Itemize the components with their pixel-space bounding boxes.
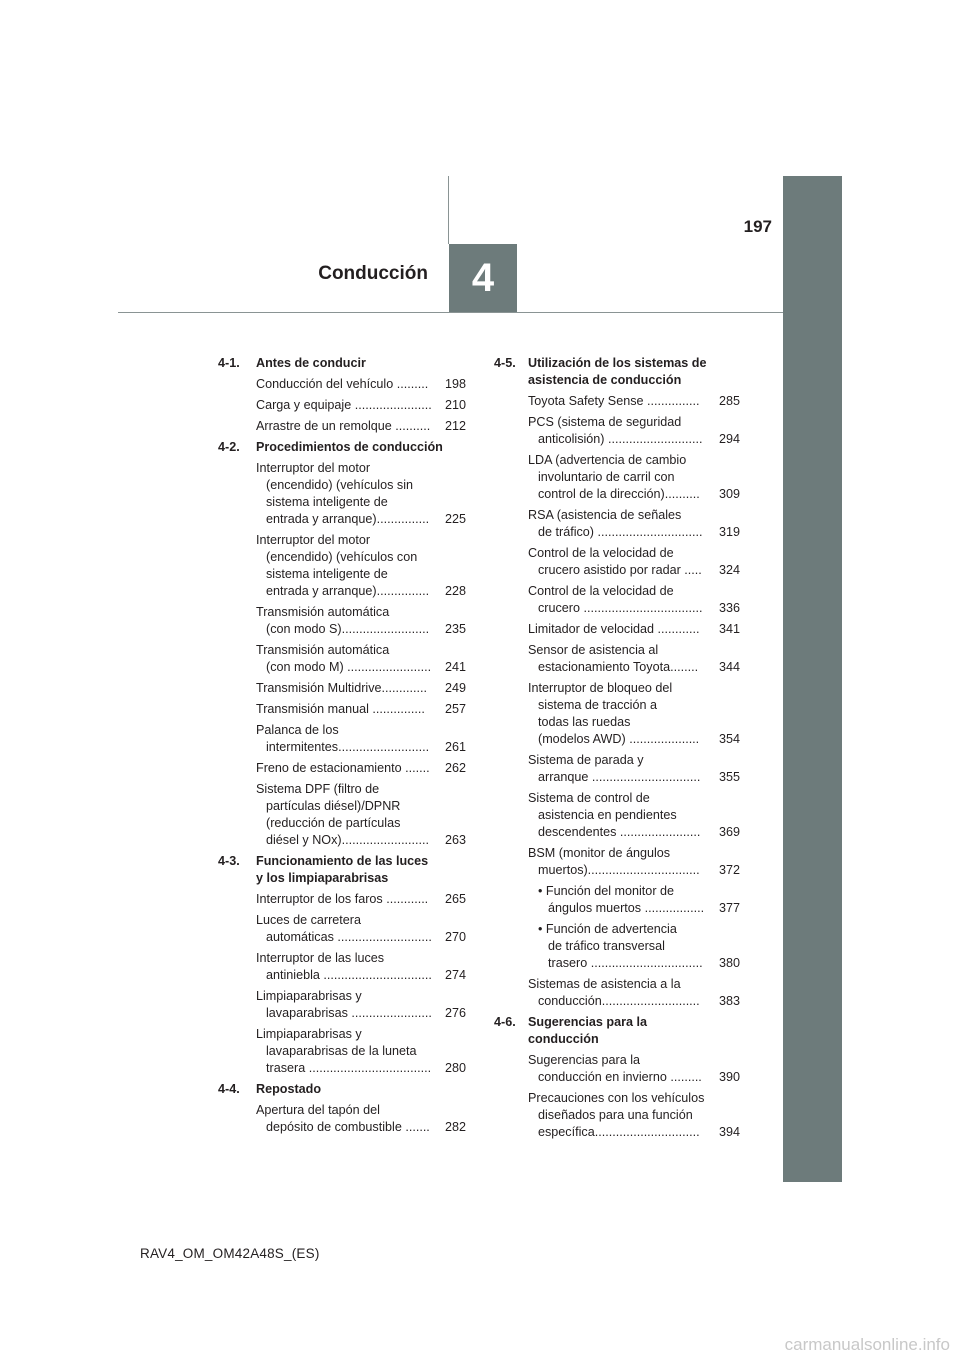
toc-section-title: Procedimientos de conducción bbox=[256, 440, 443, 454]
toc-entry-page: 257 bbox=[444, 702, 466, 716]
toc-entry-text: Control de la velocidad de crucero asistido por radar ..... bbox=[528, 546, 702, 577]
toc-entry[interactable] bbox=[256, 418, 466, 435]
toc-section-number: 4-4. bbox=[218, 1082, 240, 1096]
toc-entry-text: Sensor de asistencia al estacionamiento Toyota........ bbox=[528, 643, 699, 674]
toc-entry-page: 355 bbox=[718, 770, 740, 784]
toc-section-heading[interactable] bbox=[218, 439, 466, 456]
toc-entry-page: 235 bbox=[444, 622, 466, 636]
toc-entry[interactable] bbox=[528, 1090, 740, 1141]
page-number: 197 bbox=[743, 217, 772, 236]
toc-entry-page: 354 bbox=[718, 732, 740, 746]
toc-entry-text: BSM (monitor de ángulos muertos)................................ bbox=[528, 846, 700, 877]
toc-entry-text: LDA (advertencia de cambio involuntario de carril con control de la dirección).......... bbox=[528, 453, 700, 501]
toc-entry[interactable] bbox=[528, 1052, 740, 1086]
toc-entry[interactable] bbox=[256, 532, 466, 600]
toc-entry[interactable] bbox=[256, 722, 466, 756]
toc-subentry[interactable] bbox=[528, 921, 740, 972]
toc-section-number: 4-6. bbox=[494, 1015, 516, 1029]
toc-entry[interactable] bbox=[528, 752, 740, 786]
toc-entry-text: Control de la velocidad de crucero .................................. bbox=[528, 584, 703, 615]
toc-section-heading[interactable] bbox=[218, 355, 466, 372]
toc-entry-text: Interruptor de bloqueo del sistema de tracción a todas las ruedas (modelos AWD) .................... bbox=[528, 681, 700, 746]
toc-section-number: 4-2. bbox=[218, 440, 240, 454]
toc-entry[interactable] bbox=[528, 393, 740, 410]
toc-entry-text: Interruptor del motor (encendido) (vehículos sin sistema inteligente de entrada y arranque)............... bbox=[256, 461, 430, 526]
toc-entry-page: 241 bbox=[444, 660, 466, 674]
toc-entry-text: Precauciones con los vehículos diseñados para una función específica.............................. bbox=[528, 1091, 705, 1139]
toc-entry[interactable] bbox=[528, 545, 740, 579]
toc-entry-text: Interruptor de las luces antiniebla ............................... bbox=[256, 951, 432, 982]
toc-entry-text: Luces de carretera automáticas ........................... bbox=[256, 913, 432, 944]
toc-entry-text: Interruptor del motor (encendido) (vehículos con sistema inteligente de entrada y arranque)............... bbox=[256, 533, 430, 598]
toc-entry-page: 280 bbox=[444, 1061, 466, 1075]
header-horizontal-rule bbox=[118, 312, 783, 313]
toc-entry-text: Sistema de control de asistencia en pendientes descendentes ....................... bbox=[528, 791, 701, 839]
toc-entry-page: 336 bbox=[718, 601, 740, 615]
toc-entry-page: 285 bbox=[718, 394, 740, 408]
toc-section bbox=[218, 439, 466, 849]
toc-entry[interactable] bbox=[256, 781, 466, 849]
toc-entry[interactable] bbox=[528, 680, 740, 748]
toc-section-title: Funcionamiento de las luces y los limpiaparabrisas bbox=[256, 854, 429, 885]
toc-entry[interactable] bbox=[256, 642, 466, 676]
toc-entry[interactable] bbox=[256, 376, 466, 393]
toc-entry-page: 390 bbox=[718, 1070, 740, 1084]
watermark: carmanualsonline.info bbox=[784, 1335, 950, 1354]
toc-entry[interactable] bbox=[256, 701, 466, 718]
toc-entry-text: Toyota Safety Sense ............... bbox=[528, 394, 700, 408]
toc-entry-text: PCS (sistema de seguridad anticolisión) ........................... bbox=[528, 415, 703, 446]
toc-entry-text: Transmisión Multidrive............. bbox=[256, 681, 427, 695]
toc-entry-text: Sistema de parada y arranque ............................... bbox=[528, 753, 701, 784]
chapter-title: Conducción bbox=[318, 263, 428, 284]
toc-section-title: Utilización de los sistemas de asistencia de conducción bbox=[528, 356, 707, 387]
toc-entry-page: 341 bbox=[718, 622, 740, 636]
toc-section-heading[interactable] bbox=[494, 355, 740, 389]
toc-section-title: Sugerencias para la conducción bbox=[528, 1015, 648, 1046]
toc-entry[interactable] bbox=[528, 414, 740, 448]
toc-entry[interactable] bbox=[256, 988, 466, 1022]
toc-entry-page: 319 bbox=[718, 525, 740, 539]
chapter-side-tab bbox=[783, 176, 842, 1182]
toc-entry-page: 344 bbox=[718, 660, 740, 674]
toc-section bbox=[494, 1014, 740, 1141]
toc-entry-page: 309 bbox=[718, 487, 740, 501]
toc-section bbox=[218, 1081, 466, 1136]
toc-entry-page: 210 bbox=[444, 398, 466, 412]
toc-entry-text: Limpiaparabrisas y lavaparabrisas de la luneta trasera ................................... bbox=[256, 1027, 432, 1075]
toc-entry-page: 377 bbox=[718, 901, 740, 915]
toc-left-column bbox=[218, 355, 466, 1140]
toc-entry-page: 383 bbox=[718, 994, 740, 1008]
toc-entry[interactable] bbox=[528, 621, 740, 638]
toc-entry-page: 265 bbox=[444, 892, 466, 906]
toc-entry-page: 294 bbox=[718, 432, 740, 446]
toc-entry-text: Conducción del vehículo ......... bbox=[256, 377, 429, 391]
toc-entry-page: 369 bbox=[718, 825, 740, 839]
toc-entry-page: 324 bbox=[718, 563, 740, 577]
toc-entry-text: Transmisión automática (con modo S)......................... bbox=[256, 605, 430, 636]
toc-entry-text: Palanca de los intermitentes.......................... bbox=[256, 723, 430, 754]
toc-entry[interactable] bbox=[528, 642, 740, 676]
toc-entry-text: Transmisión automática (con modo M) ........................ bbox=[256, 643, 432, 674]
chapter-number-box: 4 bbox=[449, 244, 517, 312]
toc-right-column bbox=[494, 355, 740, 1145]
header-vertical-rule bbox=[448, 176, 449, 244]
toc-entry-text: Sistema DPF (filtro de partículas diésel)/DPNR (reducción de partículas diésel y NOx)......................... bbox=[256, 782, 430, 847]
toc-entry[interactable] bbox=[256, 604, 466, 638]
toc-section-number: 4-3. bbox=[218, 854, 240, 868]
document-id: RAV4_OM_OM42A48S_(ES) bbox=[140, 1246, 320, 1261]
toc-entry[interactable] bbox=[528, 452, 740, 503]
toc-entry[interactable] bbox=[256, 1026, 466, 1077]
toc-entry-page: 249 bbox=[444, 681, 466, 695]
toc-entry-page: 276 bbox=[444, 1006, 466, 1020]
toc-entry-text: Limpiaparabrisas y lavaparabrisas ....................... bbox=[256, 989, 432, 1020]
toc-section bbox=[218, 355, 466, 435]
toc-entry[interactable] bbox=[256, 950, 466, 984]
toc-entry-page: 228 bbox=[444, 584, 466, 598]
toc-entry-page: 270 bbox=[444, 930, 466, 944]
toc-entry-page: 212 bbox=[444, 419, 466, 433]
toc-subentry[interactable] bbox=[528, 883, 740, 917]
toc-section-heading[interactable] bbox=[218, 1081, 466, 1098]
toc-entry-text: Arrastre de un remolque .......... bbox=[256, 419, 431, 433]
toc-entry-text: Interruptor de los faros ............ bbox=[256, 892, 429, 906]
toc-entry[interactable] bbox=[528, 507, 740, 541]
toc-entry[interactable] bbox=[256, 460, 466, 528]
toc-entry[interactable] bbox=[528, 583, 740, 617]
toc-entry-text: Freno de estacionamiento ....... bbox=[256, 761, 430, 775]
toc-entry[interactable] bbox=[256, 680, 466, 697]
toc-entry-text: Limitador de velocidad ............ bbox=[528, 622, 700, 636]
toc-entry-text: Carga y equipaje ...................... bbox=[256, 398, 432, 412]
toc-entry[interactable] bbox=[528, 976, 740, 1010]
toc-entry[interactable] bbox=[528, 845, 740, 879]
toc-section-title: Antes de conducir bbox=[256, 356, 366, 370]
toc-entry-page: 198 bbox=[444, 377, 466, 391]
toc-entry-page: 261 bbox=[444, 740, 466, 754]
toc-entry-page: 282 bbox=[444, 1120, 466, 1134]
toc-entry[interactable] bbox=[256, 760, 466, 777]
toc-section-title: Repostado bbox=[256, 1082, 322, 1096]
toc-entry-text: Apertura del tapón del depósito de combustible ....... bbox=[256, 1103, 430, 1134]
toc-entry-text: Sistemas de asistencia a la conducción............................ bbox=[528, 977, 700, 1008]
toc-entry-page: 225 bbox=[444, 512, 466, 526]
toc-section bbox=[494, 355, 740, 1010]
toc-entry[interactable] bbox=[256, 1102, 466, 1136]
toc-section-heading[interactable] bbox=[218, 853, 466, 887]
toc-entry-text: Sugerencias para la conducción en invierno ......... bbox=[528, 1053, 702, 1084]
toc-entry-page: 394 bbox=[718, 1125, 740, 1139]
toc-entry-page: 380 bbox=[718, 956, 740, 970]
toc-entry-page: 263 bbox=[444, 833, 466, 847]
toc-entry[interactable] bbox=[256, 397, 466, 414]
toc-section-number: 4-1. bbox=[218, 356, 240, 370]
toc-section-number: 4-5. bbox=[494, 356, 516, 370]
toc-entry-page: 372 bbox=[718, 863, 740, 877]
toc-entry-text: Transmisión manual ............... bbox=[256, 702, 425, 716]
toc-entry-page: 274 bbox=[444, 968, 466, 982]
toc-entry[interactable] bbox=[256, 891, 466, 908]
toc-entry-page: 262 bbox=[444, 761, 466, 775]
toc-entry[interactable] bbox=[256, 912, 466, 946]
toc-entry[interactable] bbox=[528, 790, 740, 841]
toc-section bbox=[218, 853, 466, 1077]
toc-section-heading[interactable] bbox=[494, 1014, 740, 1048]
toc-entry-text: • Función de advertencia de tráfico transversal trasero ................................ bbox=[538, 922, 703, 970]
toc-entry-text: RSA (asistencia de señales de tráfico) .............................. bbox=[528, 508, 703, 539]
toc-entry-text: • Función del monitor de ángulos muertos ................. bbox=[538, 884, 705, 915]
